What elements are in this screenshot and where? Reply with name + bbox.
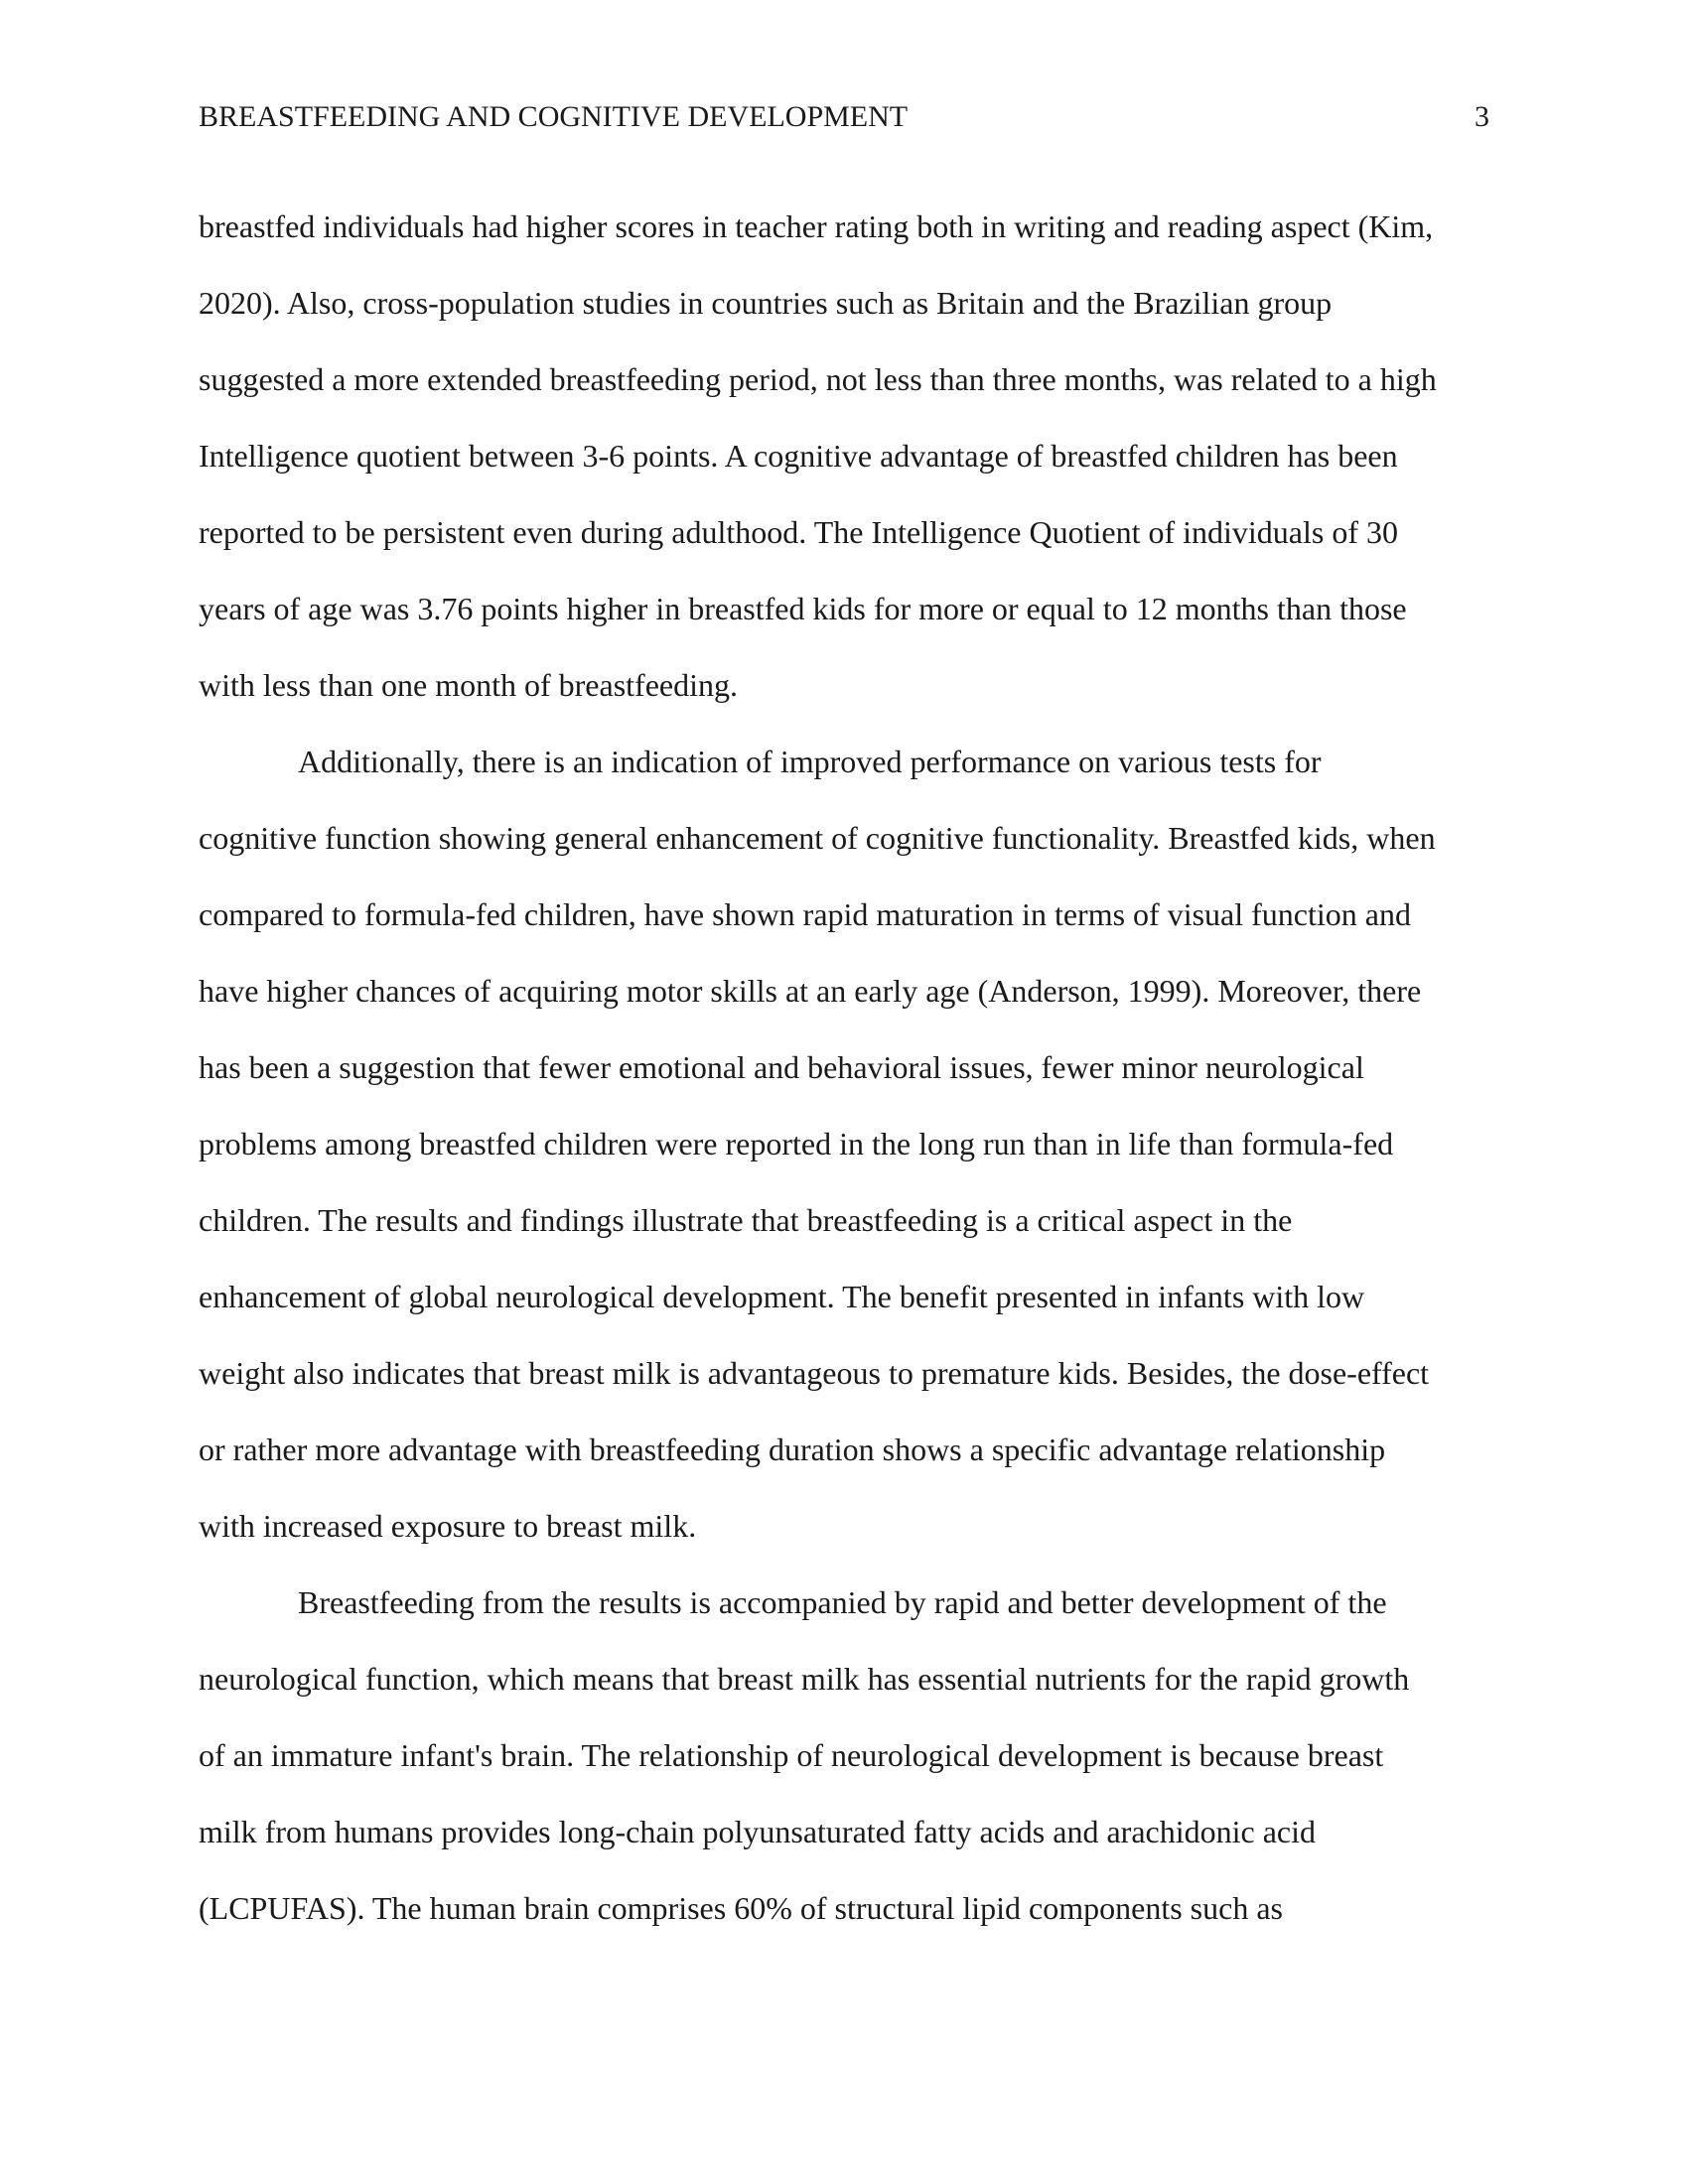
text-line: Additionally, there is an indication of improved performance on various tests for	[298, 744, 1322, 779]
running-head	[199, 97, 1489, 137]
text-line: have higher chances of acquiring motor skills at an early age (Anderson, 1999). Moreover, there	[199, 973, 1422, 1009]
text-line: with increased exposure to breast milk.	[199, 1508, 697, 1544]
text-line: compared to formula-fed children, have shown rapid maturation in terms of visual function and	[199, 896, 1411, 932]
text-line: suggested a more extended breastfeeding period, not less than three months, was related to a high	[199, 361, 1437, 397]
text-line: 2020). Also, cross-population studies in countries such as Britain and the Brazilian group	[199, 285, 1333, 321]
text-line: Intelligence quotient between 3-6 points. A cognitive advantage of breastfed children has been	[199, 438, 1398, 474]
text-line: or rather more advantage with breastfeeding duration shows a specific advantage relationship	[199, 1432, 1386, 1467]
text-line: of an immature infant's brain. The relationship of neurological development is because breast	[199, 1737, 1384, 1773]
text-line: breastfed individuals had higher scores in teacher rating both in writing and reading aspect (Kim,	[199, 208, 1434, 244]
text-line: reported to be persistent even during adulthood. The Intelligence Quotient of individuals of 30	[199, 514, 1398, 550]
text-line: weight also indicates that breast milk is advantageous to premature kids. Besides, the dose-effect	[199, 1355, 1430, 1391]
text-line: Breastfeeding from the results is accompanied by rapid and better development of the	[298, 1584, 1387, 1620]
text-line: enhancement of global neurological development. The benefit presented in infants with low	[199, 1279, 1365, 1314]
text-line: cognitive function showing general enhancement of cognitive functionality. Breastfed kids, when	[199, 820, 1436, 856]
text-line: has been a suggestion that fewer emotional and behavioral issues, fewer minor neurological	[199, 1049, 1364, 1085]
text-line: neurological function, which means that breast milk has essential nutrients for the rapid growth	[199, 1661, 1410, 1697]
running-head-title: BREASTFEEDING AND COGNITIVE DEVELOPMENT	[199, 100, 909, 133]
text-line: problems among breastfed children were reported in the long run than in life than formula-fed	[199, 1126, 1394, 1161]
text-line: children. The results and findings illustrate that breastfeeding is a critical aspect in the	[199, 1202, 1293, 1238]
page-number: 3	[1475, 100, 1489, 133]
text-line: years of age was 3.76 points higher in breastfed kids for more or equal to 12 months than those	[199, 591, 1407, 626]
text-line: (LCPUFAS). The human brain comprises 60% of structural lipid components such as	[199, 1890, 1283, 1926]
text-line: milk from humans provides long-chain polyunsaturated fatty acids and arachidonic acid	[199, 1814, 1316, 1849]
body-text	[199, 189, 1489, 1947]
text-line: with less than one month of breastfeeding.	[199, 667, 738, 703]
